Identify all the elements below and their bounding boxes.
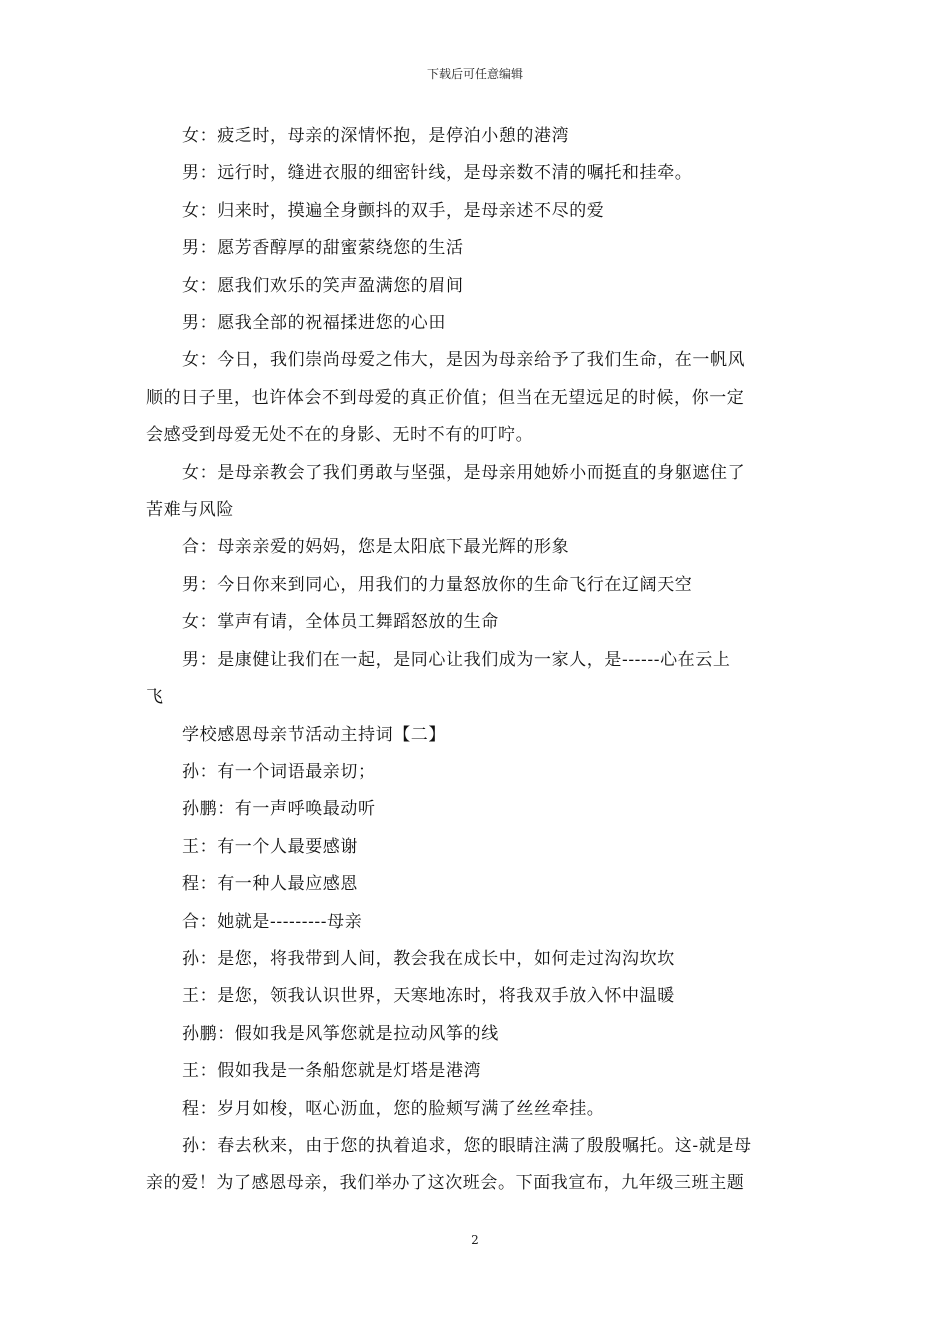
paragraph-line: 飞 <box>146 687 164 708</box>
paragraph <box>146 1128 810 1203</box>
paragraph: 王：是您，领我认识世界，天寒地冻时，将我双手放入怀中温暖 <box>182 986 675 1007</box>
paragraph: 女：愿我们欢乐的笑声盈满您的眉间 <box>182 275 464 296</box>
paragraph-line: 孙：春去秋来，由于您的执着追求，您的眼睛注满了殷殷嘱托。这-就是母 <box>182 1135 752 1156</box>
paragraph-line: 女：今日，我们崇尚母爱之伟大，是因为母亲给予了我们生命，在一帆风 <box>182 350 746 371</box>
paragraph: 王：有一个人最要感谢 <box>182 836 358 857</box>
paragraph-line: 亲的爱！为了感恩母亲，我们举办了这次班会。下面我宣布，九年级三班主题 <box>146 1173 745 1194</box>
paragraph-line: 顺的日子里，也许体会不到母爱的真正价值；但当在无望远足的时候，你一定 <box>146 387 745 408</box>
paragraph: 男：远行时，缝进衣服的细密针线，是母亲数不清的嘱托和挂牵。 <box>182 163 693 184</box>
paragraph: 女：疲乏时，母亲的深情怀抱，是停泊小憩的港湾 <box>182 126 570 146</box>
paragraph: 孙：是您，将我带到人间，教会我在成长中，如何走过沟沟坎坎 <box>182 948 675 969</box>
paragraph: 男：愿我全部的祝福揉进您的心田 <box>182 313 446 334</box>
paragraph: 孙：有一个词语最亲切； <box>182 761 376 782</box>
paragraph-line: 苦难与风险 <box>146 500 234 521</box>
paragraph: 合：母亲亲爱的妈妈，您是太阳底下最光辉的形象 <box>182 537 570 558</box>
paragraph: 孙鹏：有一声呼唤最动听 <box>182 799 376 820</box>
paragraph <box>146 342 810 454</box>
paragraph-line: 女：是母亲教会了我们勇敢与坚强，是母亲用她娇小而挺直的身躯遮住了 <box>182 462 746 483</box>
paragraph <box>146 455 810 530</box>
page-header: 下载后可任意编辑 <box>426 67 523 81</box>
paragraph: 王：假如我是一条船您就是灯塔是港湾 <box>182 1061 482 1082</box>
paragraph-line: 会感受到母爱无处不在的身影、无时不有的叮咛。 <box>146 425 534 446</box>
paragraph: 程：有一种人最应感恩 <box>182 874 358 895</box>
paragraph-line: 男：是康健让我们在一起，是同心让我们成为一家人，是------心在云上 <box>182 649 731 670</box>
paragraph: 女：掌声有请，全体员工舞蹈怒放的生命 <box>182 612 499 633</box>
page-number: 2 <box>471 1233 479 1247</box>
paragraph: 女：归来时，摸遍全身颤抖的双手，是母亲述不尽的爱 <box>182 200 605 221</box>
document-body <box>146 118 810 1203</box>
paragraph: 男：愿芳香醇厚的甜蜜萦绕您的生活 <box>182 238 464 259</box>
paragraph: 程：岁月如梭，呕心沥血，您的脸颊写满了丝丝牵挂。 <box>182 1098 605 1119</box>
paragraph: 孙鹏：假如我是风筝您就是拉动风筝的线 <box>182 1023 499 1044</box>
paragraph <box>146 642 810 717</box>
paragraph: 学校感恩母亲节活动主持词【二】 <box>182 724 446 745</box>
paragraph: 合：她就是---------母亲 <box>182 911 363 932</box>
paragraph: 男：今日你来到同心，用我们的力量怒放你的生命飞行在辽阔天空 <box>182 574 693 595</box>
